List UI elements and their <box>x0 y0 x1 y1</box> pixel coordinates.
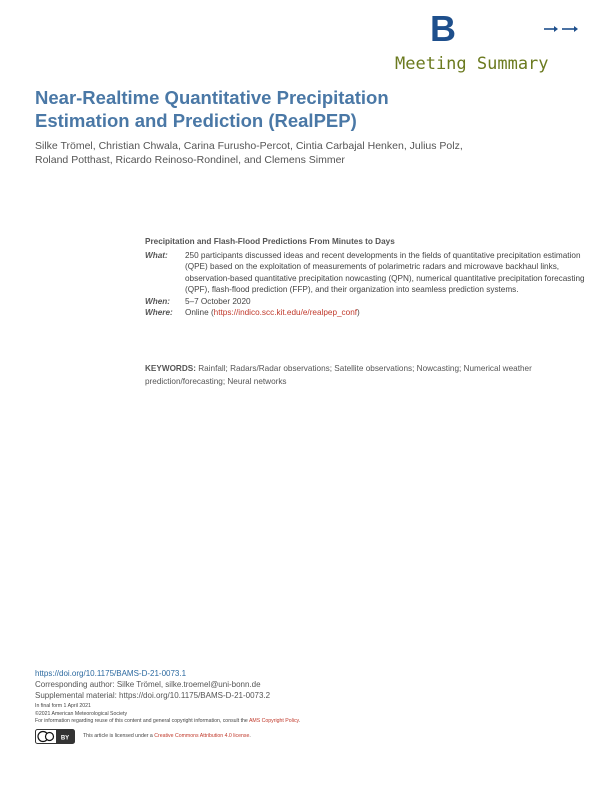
supplemental-material: Supplemental material: https://doi.org/10.1175/BAMS-D-21-0073.2 <box>35 691 271 700</box>
copyright-info-suffix: . <box>298 718 301 724</box>
meeting-what-row <box>145 250 585 296</box>
where-prefix: Online ( <box>185 308 214 317</box>
meeting-when-row <box>145 296 585 308</box>
meeting-info <box>145 236 585 319</box>
where-label: Where: <box>145 308 173 317</box>
keywords-label: KEYWORDS: <box>145 364 196 373</box>
article-footer <box>35 668 455 744</box>
keywords <box>145 362 577 388</box>
copyright-info-prefix: For information regarding reuse of this content and general copyright information, consult the <box>35 718 249 724</box>
article-title: Near-Realtime Quantitative Precipitation Estimation and Prediction (RealPEP) <box>35 87 389 131</box>
creative-commons-by-icon <box>35 729 75 744</box>
where-suffix: ) <box>357 308 360 317</box>
copyright-info <box>35 718 455 726</box>
when-text: 5–7 October 2020 <box>185 296 251 306</box>
license-prefix: This article is licensed under a <box>83 732 155 739</box>
meeting-where-row <box>145 307 585 319</box>
keywords-text: Rainfall; Radars/Radar observations; Satellite observations; Nowcasting; Numerical weather prediction/forecasting; Neural networks <box>145 364 532 386</box>
doi-link[interactable]: https://doi.org/10.1175/BAMS-D-21-0073.1 <box>35 669 187 678</box>
where-value <box>185 307 585 319</box>
copyright: ©2021 American Meteorological Society <box>35 710 128 717</box>
meeting-name: Precipitation and Flash-Flood Predictions From Minutes to Days <box>145 237 395 246</box>
license-suffix: . <box>249 732 251 739</box>
copyright-policy-link[interactable]: AMS Copyright Policy <box>248 718 299 724</box>
corresponding-author: Corresponding author: Silke Trömel, silke.troemel@uni-bonn.de <box>35 680 261 689</box>
final-form-date: In final form 1 April 2021 <box>35 703 91 709</box>
what-text: 250 participants discussed ideas and recent developments in the fields of quantitative precipitation estimation (QPE) based on the exploitation of measurements of polarimetric radars and microwave backhaul links, observation-based quantitative precipitation nowcasting (QPN), numerical quantitative precipitation forecasting (QPF), flash-flood prediction (FFP), and their organization into seamless prediction systems. <box>185 250 585 294</box>
cc-badge-label: BY <box>60 735 70 741</box>
what-label: What: <box>145 250 168 260</box>
license-link[interactable]: Creative Commons Attribution 4.0 license <box>154 732 250 739</box>
arrow-decoration-icon <box>544 24 580 34</box>
bams-logo-letter: B <box>430 8 456 49</box>
section-label: Meeting Summary <box>395 54 549 74</box>
license-row <box>35 729 455 744</box>
conference-link[interactable]: https://indico.scc.kit.edu/e/realpep_conf <box>213 308 358 317</box>
when-label: When: <box>145 296 171 306</box>
license-text <box>83 731 251 742</box>
article-authors: Silke Trömel, Christian Chwala, Carina Furusho-Percot, Cintia Carbajal Henken, Julius Polz, Roland Potthast, Ricardo Reinoso-Rondinel, and Clemens Simmer <box>35 140 463 166</box>
